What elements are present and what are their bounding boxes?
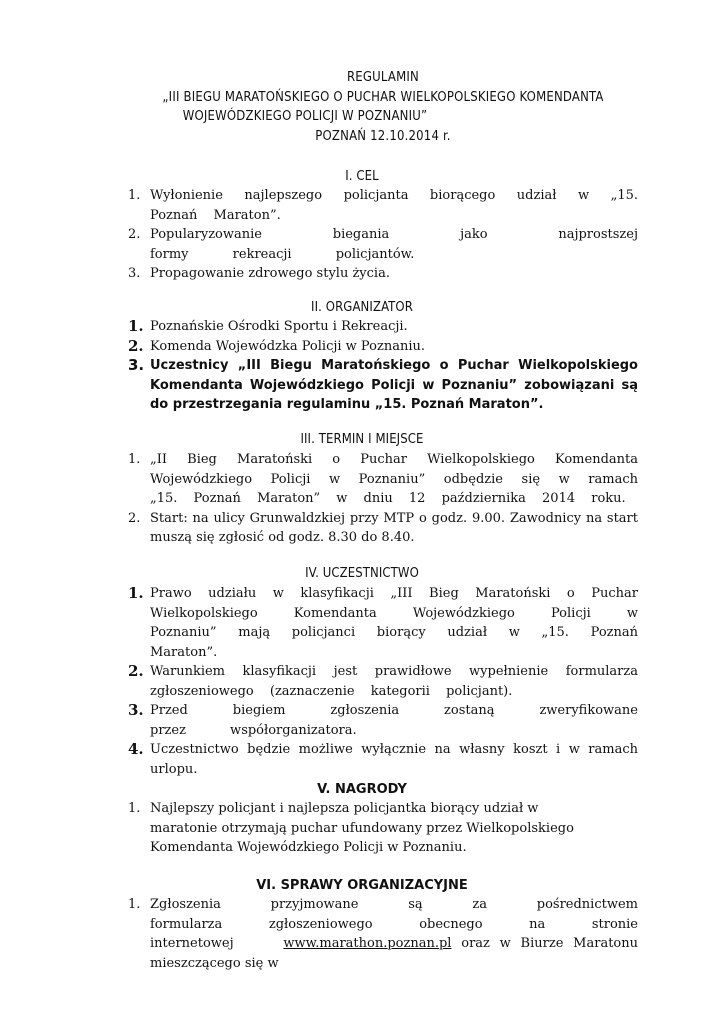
item-number: 2. <box>128 227 141 242</box>
section-title-uczestnictwo: IV. UCZESTNICTWO <box>305 566 419 581</box>
list-item <box>0 584 724 662</box>
section-title-cel: I. CEL <box>345 169 379 184</box>
item-number: 3. <box>128 356 145 374</box>
list-item <box>0 317 724 337</box>
item-text: „II Bieg Maratoński o Puchar Wielkopolskiego Komendanta Wojewódzkiego Policji w Poznaniu” odbędzie się w ramach „15. Poznań Maraton” w dniu 12 października 2014 roku. <box>150 452 638 506</box>
item-number: 2. <box>128 336 144 355</box>
item-text: Propagowanie zdrowego stylu życia. <box>150 266 390 281</box>
list-item <box>0 264 724 284</box>
section-title-organizator: II. ORGANIZATOR <box>311 300 413 315</box>
list-item <box>0 895 724 973</box>
item-text-before: Zgłoszenia przyjmowane są za pośrednictwem formularza zgłoszeniowego obecnego na stronie internetowej <box>150 897 638 951</box>
doc-date-place: POZNAŃ 12.10.2014 r. <box>315 129 451 144</box>
section-list-uczestnictwo <box>0 584 724 779</box>
list-item <box>0 337 724 357</box>
item-number: 1. <box>128 317 144 335</box>
list-item <box>0 450 724 509</box>
section-title-nagrody: V. NAGRODY <box>317 782 407 797</box>
item-text: Uczestnicy „III Biegu Maratońskiego o Puchar Wielkopolskiego Komendanta Wojewódzkiego Policji w Poznaniu” zobowiązani są do przestrzegania regulaminu „15. Poznań Maraton”. <box>150 358 638 412</box>
item-text: Poznańskie Ośrodki Sportu i Rekreacji. <box>150 319 408 334</box>
section-list-nagrody <box>0 799 724 858</box>
item-number: 3. <box>128 266 141 281</box>
item-number: 1. <box>128 452 141 467</box>
section-list-cel <box>0 186 724 284</box>
item-text: Przed biegiem zgłoszenia zostaną zweryfikowane przez współorganizatora. <box>150 703 638 738</box>
list-item <box>0 701 724 740</box>
item-text: Uczestnictwo będzie możliwe wyłącznie na własny koszt i w ramach urlopu. <box>150 742 638 777</box>
section-list-organizator <box>0 317 724 415</box>
doc-subtitle-line2: WOJEWÓDZKIEGO POLICJI W POZNANIU” <box>182 109 428 124</box>
item-number: 3. <box>128 701 144 719</box>
item-text: Warunkiem klasyfikacji jest prawidłowe wypełnienie formularza zgłoszeniowego (zaznaczenie kategorii policjant). <box>150 664 638 699</box>
list-item <box>0 186 724 225</box>
list-item <box>0 356 724 415</box>
item-text: Start: na ulicy Grunwaldzkiej przy MTP o godz. 9.00. Zawodnicy na start muszą się zgłosić od godz. 8.30 do 8.40. <box>150 510 638 545</box>
marathon-website-link[interactable]: www.marathon.poznan.pl <box>283 936 452 951</box>
item-text: Prawo udziału w klasyfikacji „III Bieg Maratoński o Puchar Wielkopolskiego Komendanta Wojewódzkiego Policji w Poznaniu” mają policjanci biorący udział w „15. Poznań Maraton”. <box>150 586 638 660</box>
list-item <box>0 799 724 858</box>
list-item <box>0 509 724 548</box>
item-text: Wyłonienie najlepszego policjanta biorącego udział w „15. Poznań Maraton”. <box>150 188 638 223</box>
item-text: Najlepszy policjant i najlepsza policjantka biorący udział w maratonie otrzymają puchar ufundowany przez Wielkopolskiego Komendanta Wojewódzkiego Policji w Poznaniu. <box>150 801 574 855</box>
list-item <box>0 662 724 701</box>
item-text-after: oraz w Biurze Maratonu mieszczącego się w <box>150 936 638 971</box>
item-number: 2. <box>128 510 141 526</box>
doc-subtitle-line1: „III BIEGU MARATOŃSKIEGO O PUCHAR WIELKOPOLSKIEGO KOMENDANTA <box>162 90 604 105</box>
section-list-sprawy <box>0 895 724 973</box>
item-text: Komenda Wojewódzka Policji w Poznaniu. <box>150 338 425 354</box>
section-title-sprawy: VI. SPRAWY ORGANIZACYJNE <box>256 878 468 893</box>
list-item <box>0 740 724 779</box>
item-number: 1. <box>128 801 141 816</box>
item-text: Popularyzowanie biegania jako najprostszej formy rekreacji policjantów. <box>150 227 638 262</box>
item-number: 1. <box>128 188 141 203</box>
list-item <box>0 225 724 264</box>
item-number: 4. <box>128 740 144 758</box>
item-number: 1. <box>128 584 144 602</box>
item-number: 2. <box>128 662 144 680</box>
doc-title: REGULAMIN <box>346 70 420 85</box>
section-list-termin <box>0 450 724 548</box>
item-number: 1. <box>128 897 141 912</box>
section-title-termin: III. TERMIN I MIEJSCE <box>300 432 424 447</box>
